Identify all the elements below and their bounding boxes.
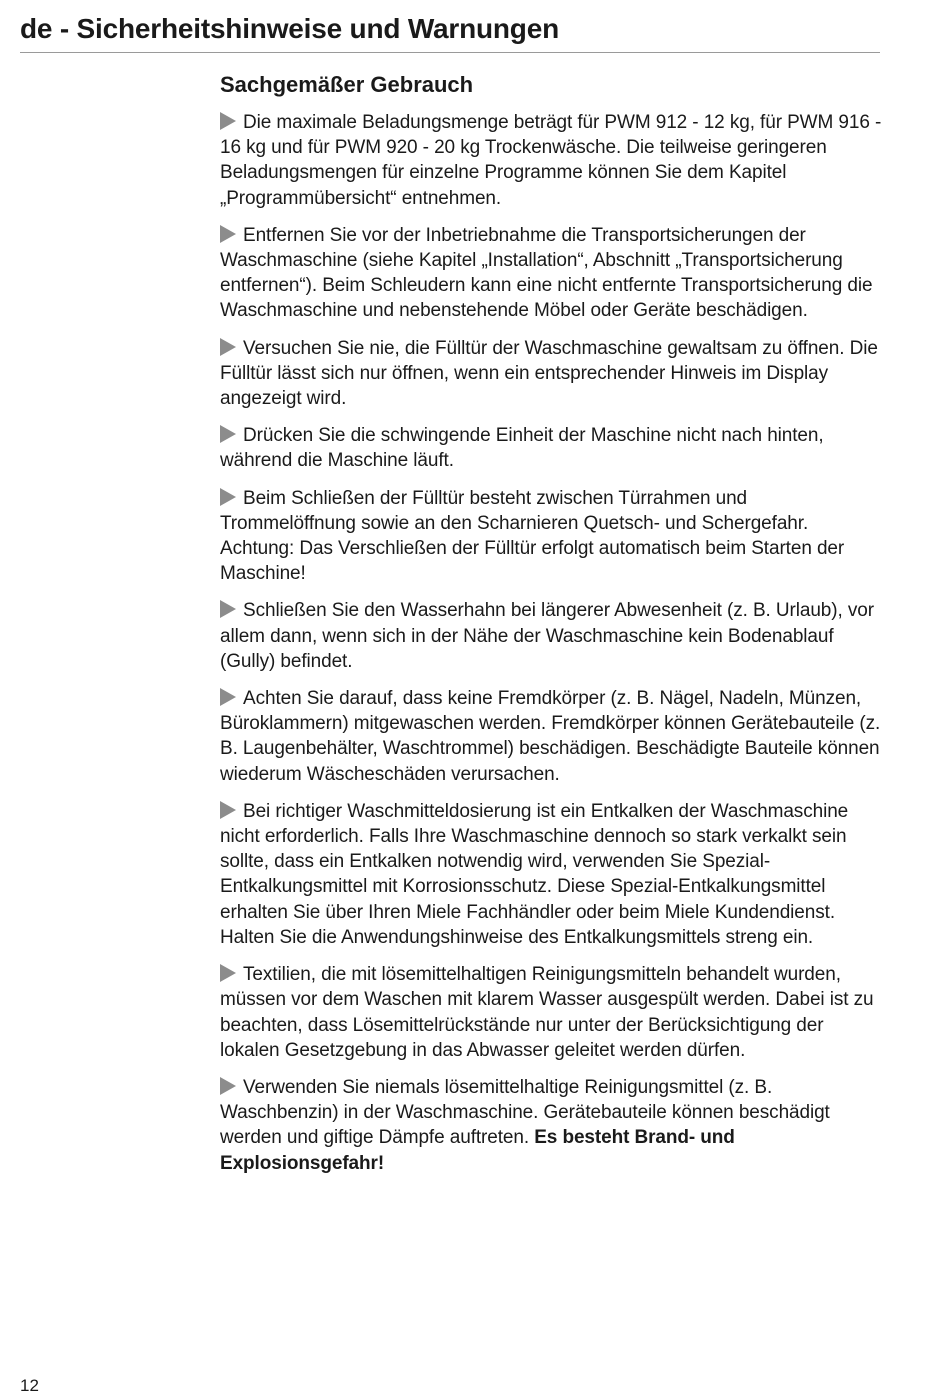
triangle-bullet-icon	[220, 1077, 236, 1095]
triangle-bullet-icon	[220, 600, 236, 618]
triangle-bullet-icon	[220, 801, 236, 819]
triangle-bullet-icon	[220, 488, 236, 506]
paragraph-text: Versuchen Sie nie, die Fülltür der Waschmaschine gewaltsam zu öffnen. Die Fülltür lässt sich nur öffnen, wenn ein entsprechender Hinweis im Display angezeigt wird.	[220, 337, 878, 410]
triangle-bullet-icon	[220, 338, 236, 356]
triangle-bullet-icon	[220, 112, 236, 130]
safety-paragraph	[220, 110, 882, 211]
safety-paragraph	[220, 799, 882, 950]
page-number: 12	[20, 1376, 39, 1395]
safety-paragraph	[220, 486, 882, 587]
paragraph-text: Die maximale Beladungsmenge beträgt für PWM 912 - 12 kg, für PWM 916 - 16 kg und für PWM 920 - 20 kg Trockenwäsche. Die teilweise geringeren Beladungsmengen für einzelne Programme können Sie dem Kapitel „Programmübersicht“ entnehmen.	[220, 112, 882, 209]
triangle-bullet-icon	[220, 425, 236, 443]
triangle-bullet-icon	[220, 225, 236, 243]
main-content	[220, 68, 882, 1188]
explosion-warning-text: Es besteht Brand- und Explosionsgefahr!	[220, 1127, 735, 1174]
paragraph-text: Verwenden Sie niemals lösemittelhaltige Reinigungsmittel (z. B. Waschbenzin) in der Waschmaschine. Gerätebauteile können beschädigt werden und giftige Dämpfe auftreten.	[220, 1076, 830, 1149]
paragraph-text: Bei richtiger Waschmitteldosierung ist ein Entkalken der Waschmaschine nicht erforderlich. Falls Ihre Waschmaschine dennoch so stark verkalkt sein sollte, dass ein Entkalken notwendig wird, verwenden Sie Spezial-Entkalkungsmittel mit Korrosionsschutz. Diese Spezial-Entkalkungsmittel erhalten Sie über Ihren Miele Fachhändler oder beim Miele Kundendienst. Halten Sie die Anwendungshinweise des Entkalkungsmittels streng ein.	[220, 800, 849, 948]
paragraph-text: Schließen Sie den Wasserhahn bei längerer Abwesenheit (z. B. Urlaub), vor allem dann, wenn sich in der Nähe der Waschmaschine kein Bodenablauf (Gully) befindet.	[220, 600, 874, 672]
page-header	[20, 12, 880, 53]
safety-paragraph	[220, 598, 882, 674]
paragraph-text: Textilien, die mit lösemittelhaltigen Reinigungsmitteln behandelt wurden, müssen vor dem Waschen mit klarem Wasser ausgespült werden. Dabei ist zu beachten, dass Lösemittelrückstände nur unter der Berücksichtigung der lokalen Gesetzgebung in das Abwasser geleitet werden dürfen.	[220, 964, 874, 1061]
safety-paragraph	[220, 962, 882, 1063]
paragraph-text: Entfernen Sie vor der Inbetriebnahme die Transportsicherungen der Waschmaschine (siehe Kapitel „Installation“, Abschnitt „Transportsicherung entfernen“). Beim Schleudern kann eine nicht entfernte Transportsicherung die Waschmaschine und nebenstehende Möbel oder Geräte beschädigen.	[220, 224, 873, 322]
safety-paragraph	[220, 223, 882, 324]
safety-paragraph	[220, 336, 882, 412]
paragraph-text: Drücken Sie die schwingende Einheit der Maschine nicht nach hinten, während die Maschine läuft.	[220, 425, 824, 472]
safety-paragraph-warning	[220, 1075, 882, 1176]
paragraph-text: Beim Schließen der Fülltür besteht zwischen Türrahmen und Trommelöffnung sowie an den Scharnieren Quetsch- und Schergefahr. Achtung: Das Verschließen der Fülltür erfolgt automatisch beim Starten der Maschine!	[220, 487, 845, 585]
safety-paragraph	[220, 423, 882, 473]
triangle-bullet-icon	[220, 688, 236, 706]
triangle-bullet-icon	[220, 964, 236, 982]
section-title: Sachgemäßer Gebrauch	[220, 72, 474, 97]
page-title: de - Sicherheitshinweise und Warnungen	[20, 13, 559, 44]
safety-paragraph	[220, 686, 882, 787]
paragraph-text: Achten Sie darauf, dass keine Fremdkörper (z. B. Nägel, Nadeln, Münzen, Büroklammern) mitgewaschen werden. Fremdkörper können Gerätebauteile (z. B. Laugenbehälter, Waschtrommel) beschädigen. Beschädigte Bauteile können wiederum Wäscheschäden verursachen.	[220, 688, 881, 785]
